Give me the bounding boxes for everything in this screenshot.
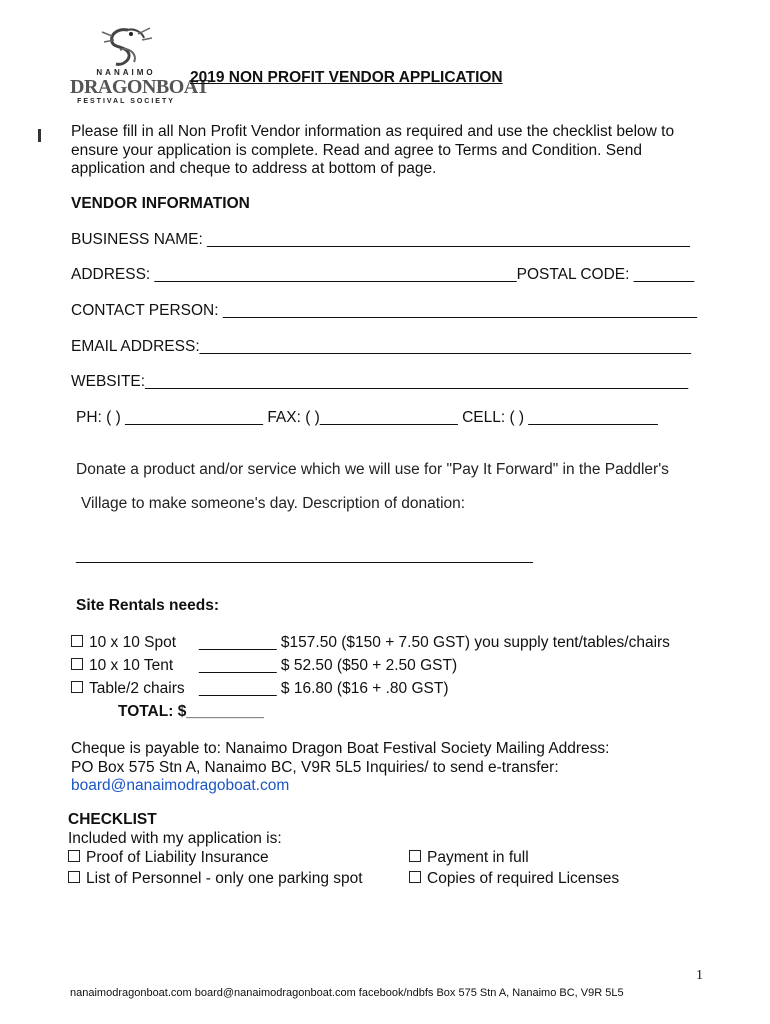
rental-label: Table/2 chairs <box>89 680 185 697</box>
page-title: 2019 NON PROFIT VENDOR APPLICATION <box>190 69 503 86</box>
rental-label: 10 x 10 Spot <box>89 634 177 651</box>
festival-logo <box>70 26 210 110</box>
site-rentals-heading: Site Rentals needs: <box>76 597 219 614</box>
inquiry-email-link[interactable]: board@nanaimodragoboat.com <box>71 777 290 794</box>
checklist-subheading: Included with my application is: <box>68 830 282 847</box>
logo-line-1: NANAIMO <box>96 68 156 77</box>
checklist-item-label: Copies of required Licenses <box>427 870 620 887</box>
intro-line-3: application and cheque to address at bottom of page. <box>71 160 437 177</box>
table-checkbox[interactable] <box>71 681 83 693</box>
margin-marker <box>38 129 41 142</box>
phone-fax-cell-fields[interactable]: PH: ( ) ________________ FAX: ( )________________ CELL: ( ) _______________ <box>76 409 658 426</box>
licenses-checkbox[interactable] <box>409 871 421 883</box>
checklist-item-label: Payment in full <box>427 849 529 866</box>
payment-line-2: PO Box 575 Stn A, Nanaimo BC, V9R 5L5 Inquiries/ to send e-transfer: <box>71 758 559 776</box>
rental-total-field[interactable]: TOTAL: $_________ <box>118 703 264 720</box>
intro-line-2: ensure your application is complete. Read and agree to Terms and Condition. Send <box>71 141 642 159</box>
checklist-item-personnel <box>68 870 363 888</box>
rental-price: $ 16.80 ($16 + .80 GST) <box>280 680 449 697</box>
dragon-icon <box>98 26 154 70</box>
logo-line-3: FESTIVAL SOCIETY <box>77 98 175 105</box>
rental-label: 10 x 10 Tent <box>89 657 174 674</box>
vendor-info-heading: VENDOR INFORMATION <box>71 195 250 212</box>
liability-checkbox[interactable] <box>68 850 80 862</box>
website-field[interactable]: WEBSITE:_______________________________________________________________ <box>71 373 689 390</box>
rental-quantity-blank[interactable]: _________ <box>199 680 277 697</box>
rental-row-spot <box>71 634 670 652</box>
checklist-item-payment <box>409 849 529 867</box>
logo-line-2: DRAGONBOAT <box>70 76 210 98</box>
address-field[interactable]: ADDRESS: __________________________________________POSTAL CODE: _______ <box>71 266 695 283</box>
contact-person-field[interactable]: CONTACT PERSON: _______________________________________________________ <box>71 302 697 319</box>
payment-paragraph <box>71 740 609 796</box>
rental-price: $ 52.50 ($50 + 2.50 GST) <box>280 657 458 674</box>
checklist-item-liability <box>68 849 269 867</box>
checklist-item-licenses <box>409 870 619 888</box>
rental-row-tent <box>71 657 457 675</box>
page-number: 1 <box>696 968 703 983</box>
checklist-heading: CHECKLIST <box>68 811 157 828</box>
tent-checkbox[interactable] <box>71 658 83 670</box>
intro-paragraph <box>71 123 674 179</box>
rental-quantity-blank[interactable]: _________ <box>199 634 277 651</box>
donation-line-2: Village to make someone's day. Description of donation: <box>81 495 466 512</box>
personnel-checkbox[interactable] <box>68 871 80 883</box>
rental-row-table <box>71 680 449 698</box>
donation-description-field[interactable]: _____________________________________________________ <box>76 547 533 564</box>
donation-line-1: Donate a product and/or service which we will use for "Pay It Forward" in the Paddler's <box>76 461 669 478</box>
spot-checkbox[interactable] <box>71 635 83 647</box>
rental-price: $157.50 ($150 + 7.50 GST) you supply tent/tables/chairs <box>280 634 670 651</box>
checklist-item-label: Proof of Liability Insurance <box>86 849 269 866</box>
payment-checkbox[interactable] <box>409 850 421 862</box>
checklist-item-label: List of Personnel - only one parking spot <box>86 870 363 887</box>
payment-line-1: Cheque is payable to: Nanaimo Dragon Boat Festival Society Mailing Address: <box>71 740 610 757</box>
business-name-field[interactable]: BUSINESS NAME: ________________________________________________________ <box>71 231 690 248</box>
footer: nanaimodragonboat.com board@nanaimodragonboat.com facebook/ndbfs Box 575 Stn A, Nanaimo BC, V9R 5L5 <box>70 987 624 999</box>
rental-quantity-blank[interactable]: _________ <box>199 657 277 674</box>
email-address-field[interactable]: EMAIL ADDRESS:_________________________________________________________ <box>71 338 691 355</box>
intro-line-1: Please fill in all Non Profit Vendor information as required and use the checklist below to <box>71 123 675 140</box>
